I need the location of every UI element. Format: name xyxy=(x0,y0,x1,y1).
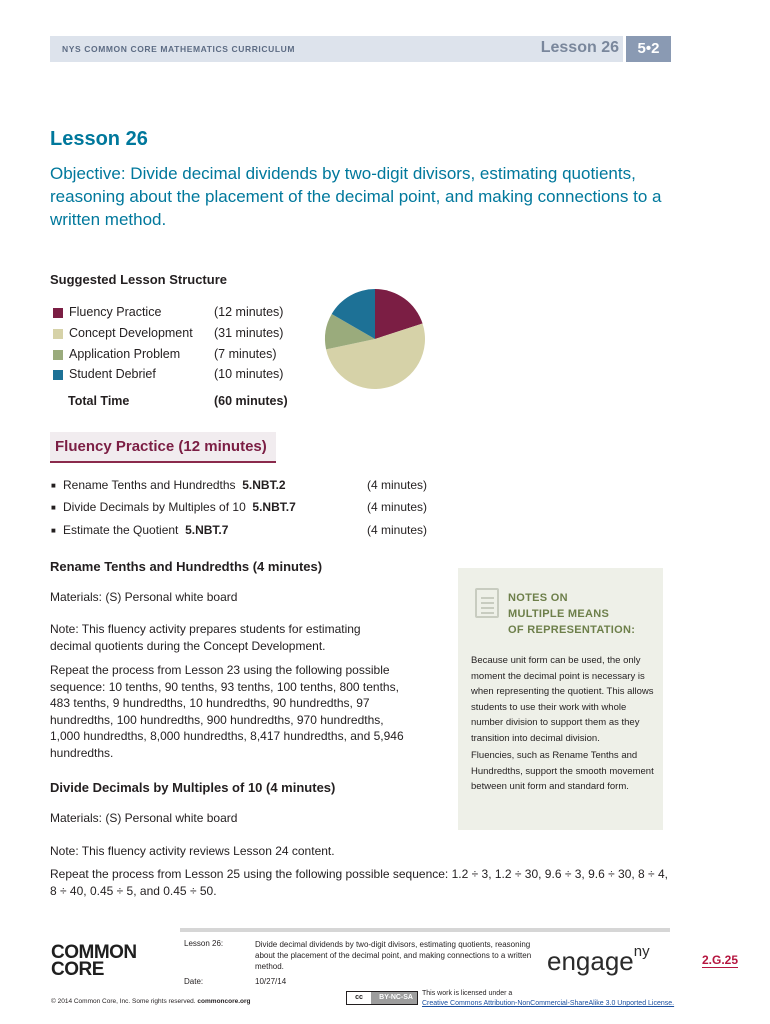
section-divide-materials: Materials: (S) Personal white board xyxy=(50,811,238,825)
license-text: This work is licensed under a Creative Commons Attribution-NonCommercial-ShareAlike 3.0 Unported License. xyxy=(422,990,675,1007)
footer-lesson-description: Divide decimal dividends by two-digit divisors, estimating quotients, reasoning about the placement of the decimal point, and making connections to a written method. xyxy=(255,940,532,971)
activity-name: Rename Tenths and Hundredths xyxy=(63,478,236,492)
module-badge: 5•2 xyxy=(626,36,671,62)
cc-icon: cc xyxy=(347,992,371,1004)
section-rename-materials: Materials: (S) Personal white board xyxy=(50,590,238,604)
engageny-logo: engage$^{ny}$ xyxy=(547,943,650,976)
legend-label: Application Problem xyxy=(69,346,181,361)
activity-standard: 5.NBT.7 xyxy=(252,500,296,515)
notes-body xyxy=(471,653,655,795)
list-item xyxy=(50,523,450,545)
footer-rule xyxy=(180,928,670,932)
legend-swatch xyxy=(53,350,63,360)
legend-label: Fluency Practice xyxy=(69,305,162,319)
notes-paragraph: Because unit form can be used, the only moment the decimal point is necessary is when representing the quotient. This allows students to use their work with whole number division to support them as they transition into decimal division. xyxy=(471,655,654,744)
notes-title: NOTES ON MULTIPLE MEANS OF REPRESENTATION: xyxy=(508,592,636,636)
lesson-title: Lesson 26 xyxy=(50,128,148,150)
legend-label: Concept Development xyxy=(69,325,193,340)
footer-lesson-label: Lesson 26: xyxy=(184,939,224,948)
lesson-structure-pie-chart xyxy=(320,284,430,394)
structure-heading: Suggested Lesson Structure xyxy=(50,272,227,287)
document-icon xyxy=(475,588,499,618)
fluency-heading: Fluency Practice (12 minutes) xyxy=(55,438,267,455)
legend-swatch xyxy=(53,370,63,380)
legend-minutes: (31 minutes) xyxy=(214,325,284,340)
list-item xyxy=(50,500,450,522)
activity-minutes: (4 minutes) xyxy=(367,478,428,492)
legend-minutes: (7 minutes) xyxy=(214,346,277,361)
total-time-label: Total Time xyxy=(68,394,130,408)
page-header xyxy=(50,36,671,62)
notes-paragraph: Fluencies, such as Rename Tenths and Hundredths, support the smooth movement between unit form and standard form. xyxy=(471,750,654,792)
page-number: 2.G.25 xyxy=(702,953,739,967)
total-time-minutes: (60 minutes) xyxy=(214,394,288,408)
footer-date: 10/27/14 xyxy=(255,977,287,986)
section-rename-note: Note: This fluency activity prepares students for estimating decimal quotients during the Concept Development. xyxy=(50,622,361,653)
common-core-logo: COMMON CORE xyxy=(51,942,137,980)
legend-swatch xyxy=(53,308,63,318)
section-divide-note: Note: This fluency activity reviews Lesson 24 content. xyxy=(50,844,335,858)
notes-sidebar xyxy=(458,568,663,830)
bullet-icon: ■ xyxy=(51,481,56,490)
activity-name: Estimate the Quotient xyxy=(63,522,179,537)
activity-standard: 5.NBT.2 xyxy=(242,478,286,492)
activity-name: Divide Decimals by Multiples of 10 xyxy=(63,500,246,515)
bullet-icon: ■ xyxy=(51,525,56,535)
bullet-icon: ■ xyxy=(51,503,56,513)
legend-minutes: (10 minutes) xyxy=(214,367,284,382)
footer-date-label: Date: xyxy=(184,977,204,986)
legend-minutes: (12 minutes) xyxy=(214,305,284,319)
fluency-heading-box xyxy=(50,432,276,463)
list-item xyxy=(50,478,450,500)
license-link[interactable]: Creative Commons Attribution-NonCommercial-ShareAlike 3.0 Unported License. xyxy=(422,1000,675,1007)
legend-label: Student Debrief xyxy=(69,367,156,382)
section-divide-sequence: Repeat the process from Lesson 25 using the following possible sequence: 1.2 ÷ 3, 1.2 ÷ 30, 9.6 ÷ 3, 9.6 ÷ 30, 8 ÷ 4, 8 ÷ 40, 0.45 ÷ 5, and 0.45 ÷ 50. xyxy=(50,867,668,898)
activity-minutes: (4 minutes) xyxy=(367,500,428,515)
activity-standard: 5.NBT.7 xyxy=(185,522,229,537)
header-lesson: Lesson 26 xyxy=(540,39,619,56)
legend-swatch xyxy=(53,329,63,339)
footer-copyright: © 2014 Common Core, Inc. Some rights reserved. commoncore.org xyxy=(51,998,251,1005)
section-rename-sequence: Repeat the process from Lesson 23 using the following possible sequence: 10 tenths, 90 tenths, 93 tenths, 100 tenths, 800 tenths, 483 tenths, 9 hundredths, 10 hundredths, 90 hundredths, 97 hundredths, 100 hundredths, 900 hundredths, 970 hundredths, 1,000 hundredths, 8,000 hundredths, 8,417 hundredths, and 5,946 hundredths. xyxy=(50,663,404,760)
section-divide-heading: Divide Decimals by Multiples of 10 (4 minutes) xyxy=(50,780,336,795)
fluency-activity-list xyxy=(50,478,450,545)
lesson-objective: Objective: Divide decimal dividends by two-digit divisors, estimating quotients, reasoning about the placement of the decimal point, and making connections to a written method. xyxy=(50,164,662,229)
activity-minutes: (4 minutes) xyxy=(367,522,428,537)
section-rename-heading: Rename Tenths and Hundredths (4 minutes) xyxy=(50,559,323,574)
curriculum-title: NYS COMMON CORE MATHEMATICS CURRICULUM xyxy=(62,44,296,54)
cc-license-badge[interactable]: cc BY-NC-SA xyxy=(346,991,418,1005)
